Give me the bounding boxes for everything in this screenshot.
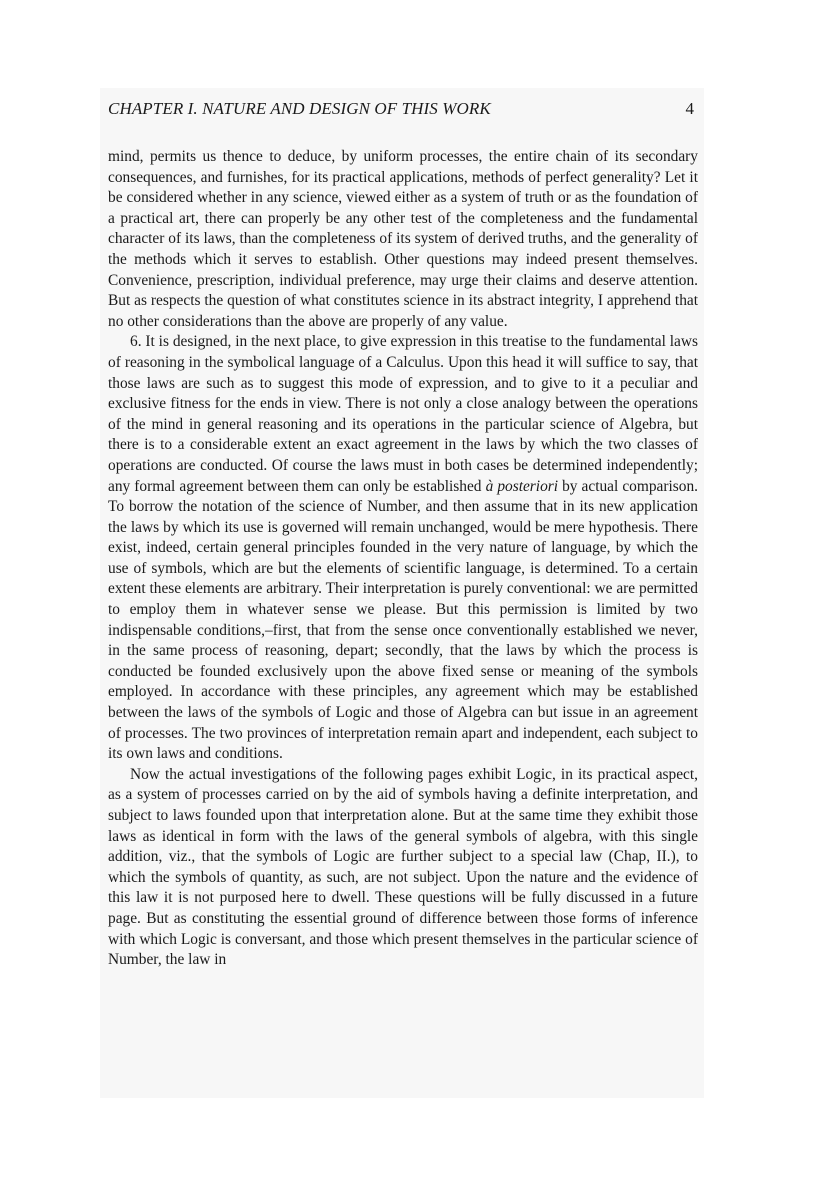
paragraph-section-6-part-1: 6. It is designed, in the next place, to give expression in this treatise to the fundamental laws of reasoning in the symbolical language of a Calculus. Upon this head it will suffice to say, that those laws are such as to suggest this mode of expression, and to give to it a peculiar and exclusive fitness for the ends in view. There is not only a close analogy between the operations of the mind in general reasoning and its operations in the particular science of Algebra, but there is to a considerable extent an exact agreement in the laws by which the two classes of operations are conducted. Of course the laws must in both cases be determined independently; any formal agreement between them can only be established (108, 333, 698, 495)
paragraph-continuation: mind, permits us thence to deduce, by uniform processes, the entire chain of its secondary consequences, and furnishes, for its practical applications, methods of perfect generality? Let it be considered whether in any science, viewed either as a system of truth or as the foundation of a practical art, there can properly be any other test of the completeness and the fundamental character of its laws, than the completeness of its system of derived truths, and the generality of the methods which it serves to establish. Other questions may indeed present themselves. Convenience, prescription, individual preference, may urge their claims and deserve attention. But as respects the question of what constitutes science in its abstract integrity, I apprehend that no other considerations than the above are properly of any value. (108, 148, 698, 330)
page-number: 4 (685, 99, 694, 118)
body-text (108, 147, 698, 971)
paragraph-section-6 (108, 332, 698, 764)
italic-term: à posteriori (485, 477, 559, 495)
chapter-title: CHAPTER I. NATURE AND DESIGN OF THIS WORK (108, 99, 491, 118)
paragraph-section-6-part-2: by actual comparison. To borrow the notation of the science of Number, and then assume that in its new application the laws by which its use is governed will remain unchanged, would be mere hypothesis. There exist, indeed, certain general principles founded in the very nature of language, by which the use of symbols, which are but the elements of scientific language, is determined. To a certain extent these elements are arbitrary. Their interpretation is purely conventional: we are permitted to employ them in whatever sense we please. But this permission is limited by two indispensable conditions,–first, that from the sense once conventionally established we never, in the same process of reasoning, depart; secondly, that the laws by which the process is conducted be founded exclusively upon the above fixed sense or meaning of the symbols employed. In accordance with these principles, any agreement which may be established between the laws of the symbols of Logic and those of Algebra can but issue in an agreement of processes. The two provinces of interpretation remain apart and independent, each subject to its own laws and conditions. (108, 477, 698, 763)
running-head (108, 96, 698, 122)
paragraph-logic-investigations: Now the actual investigations of the following pages exhibit Logic, in its practical aspect, as a system of processes carried on by the aid of symbols having a definite interpretation, and subject to laws founded upon that interpretation alone. But at the same time they exhibit those laws as identical in form with the laws of the general symbols of algebra, with this single addition, viz., that the symbols of Logic are further subject to a special law (Chap, II.), to which the symbols of quantity, as such, are not subject. Upon the nature and the evidence of this law it is not purposed here to dwell. These questions will be fully discussed in a future page. But as constituting the essential ground of difference between those forms of inference with which Logic is conversant, and those which present themselves in the particular science of Number, the law in (108, 765, 698, 969)
